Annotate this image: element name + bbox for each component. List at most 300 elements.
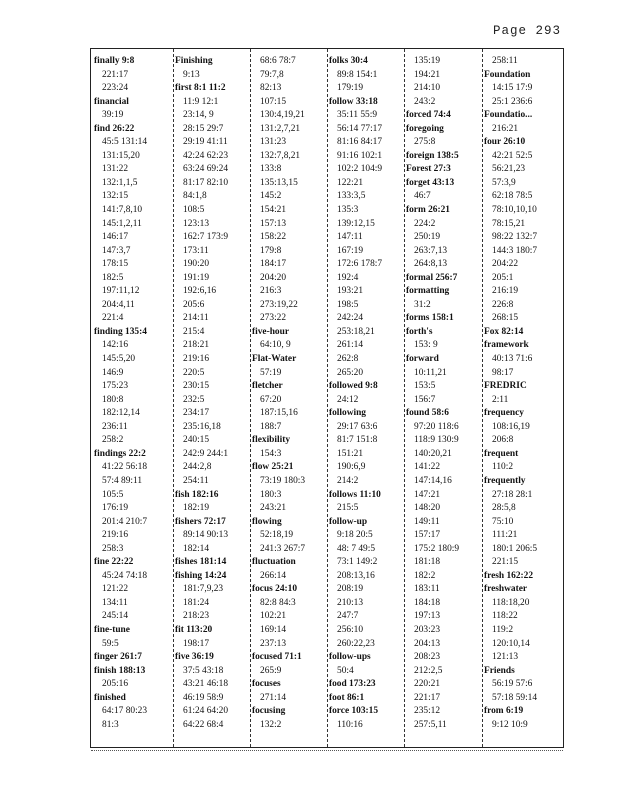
index-entry-reference: 256:10 xyxy=(337,624,364,635)
index-entry-term: freshwater xyxy=(484,584,528,595)
index-entry-term: fletcher xyxy=(252,381,283,392)
index-entry-reference: 130:4,19,21 xyxy=(260,110,305,121)
index-entry-reference: 257:5,11 xyxy=(414,719,447,730)
index-entry-term: follows 11:10 xyxy=(329,489,381,500)
index-entry-reference: 193:21 xyxy=(337,286,364,297)
index-entry-reference: 79:7,8 xyxy=(260,69,284,80)
index-entry-reference: 105:5 xyxy=(102,489,124,500)
index-entry-reference: 214:10 xyxy=(414,83,441,94)
index-entry-reference: 244:2,8 xyxy=(183,462,212,473)
index-entry-term: Foundation xyxy=(484,69,531,80)
index-entry-reference: 73:19 180:3 xyxy=(260,475,306,486)
index-entry-reference: 46:7 xyxy=(414,191,431,202)
index-entry-reference: 263:7,13 xyxy=(414,245,448,256)
index-entry-reference: 197:11,12 xyxy=(102,286,140,297)
index-entry-reference: 81:7 151:8 xyxy=(337,435,378,446)
index-entry-reference: 81:3 xyxy=(102,719,119,730)
index-entry-reference: 182:5 xyxy=(102,272,124,283)
index-entry-reference: 260:22,23 xyxy=(337,638,375,649)
index-entry-reference: 178:15 xyxy=(102,259,129,270)
index-entry-reference: 122:21 xyxy=(337,177,364,188)
index-entry-reference: 42:24 62:23 xyxy=(183,150,229,161)
index-entry-reference: 204:22 xyxy=(492,259,519,270)
index-entry-reference: 156:7 xyxy=(414,394,436,405)
index-entry-reference: 273:19,22 xyxy=(260,299,298,310)
index-entry-reference: 204:4,11 xyxy=(102,299,135,310)
index-entry-reference: 147:11 xyxy=(337,232,363,243)
index-entry-reference: 180:8 xyxy=(102,394,124,405)
index-entry-reference: 145:5,20 xyxy=(102,354,136,365)
index-entry-reference: 183:11 xyxy=(414,584,440,595)
index-entry-term: finding 135:4 xyxy=(94,326,147,337)
index-entry-reference: 221:17 xyxy=(102,69,129,80)
index-entry-reference: 208:19 xyxy=(337,584,364,595)
index-entry-term: forward xyxy=(406,354,439,365)
index-entry-reference: 235:12 xyxy=(414,706,441,717)
index-entry-reference: 218:21 xyxy=(183,340,210,351)
index-entry-reference: 132:1,1,5 xyxy=(102,177,138,188)
index-entry-reference: 175:23 xyxy=(102,381,129,392)
index-entry-reference: 167:19 xyxy=(337,245,364,256)
index-entry-reference: 97:20 118:6 xyxy=(414,421,459,432)
index-entry-reference: 145:2 xyxy=(260,191,282,202)
index-entry-reference: 230:15 xyxy=(183,381,210,392)
index-entry-reference: 118:9 130:9 xyxy=(414,435,459,446)
bottom-rule xyxy=(91,748,563,751)
index-entry-reference: 52:18,19 xyxy=(260,530,294,541)
index-entry-term: fishes 181:14 xyxy=(175,557,227,568)
index-entry-reference: 14:15 17:9 xyxy=(492,83,533,94)
index-entry-reference: 40:13 71:6 xyxy=(492,354,533,365)
index-entry-reference: 28:5,8 xyxy=(492,503,516,514)
index-entry-reference: 187:15,16 xyxy=(260,408,298,419)
index-entry-term: foot 86:1 xyxy=(329,692,365,703)
index-entry-reference: 64:17 80:23 xyxy=(102,706,148,717)
index-entry-term: form 26:21 xyxy=(406,205,450,216)
index-entry-reference: 111:21 xyxy=(492,530,518,541)
index-entry-reference: 258:11 xyxy=(492,56,518,66)
index-entry-reference: 179:19 xyxy=(337,83,364,94)
index-entry-reference: 243:21 xyxy=(260,503,287,514)
index-entry-term: flowing xyxy=(252,516,282,527)
index-entry-reference: 29:17 63:6 xyxy=(337,421,378,432)
index-entry-term: frequently xyxy=(484,475,526,486)
index-entry-reference: 110:2 xyxy=(492,462,514,473)
index-entry-reference: 9:13 xyxy=(183,69,200,80)
index-entry-reference: 50:4 xyxy=(337,665,354,676)
column-divider xyxy=(482,49,483,747)
index-entry-reference: 271:14 xyxy=(260,692,287,703)
index-entry-term: focus 24:10 xyxy=(252,584,298,595)
index-entry-term: focuses xyxy=(252,679,281,690)
index-entry-reference: 133:8 xyxy=(260,164,282,175)
index-entry-term: forced 74:4 xyxy=(406,110,451,121)
index-entry-reference: 220:5 xyxy=(183,367,205,378)
index-entry-reference: 242:9 244:1 xyxy=(183,448,229,459)
index-entry-reference: 56:21,23 xyxy=(492,164,526,175)
index-entry-reference: 11:9 12:1 xyxy=(183,96,219,107)
index-entry-reference: 59:5 xyxy=(102,638,119,649)
index-entry-term: following xyxy=(329,408,366,419)
index-entry-reference: 173:11 xyxy=(183,245,209,256)
index-entry-reference: 216:3 xyxy=(260,286,282,297)
index-entry-reference: 118:18,20 xyxy=(492,597,530,608)
column-divider xyxy=(327,49,328,747)
index-entry-term: follow-ups xyxy=(329,652,371,663)
index-entry-term: find 26:22 xyxy=(94,123,135,134)
index-entry-term: food 173:23 xyxy=(329,679,376,690)
index-entry-term: financial xyxy=(94,96,129,107)
index-entry-term: foreign 138:5 xyxy=(406,150,459,161)
index-entry-reference: 57:4 89:11 xyxy=(102,475,143,486)
index-entry-reference: 180:1 206:5 xyxy=(492,543,538,554)
index-entry-reference: 153:5 xyxy=(414,381,436,392)
index-entry-reference: 181:18 xyxy=(414,557,441,568)
index-entry-reference: 48: 7 49:5 xyxy=(337,543,376,554)
index-entry-term: flexibility xyxy=(252,435,291,446)
index-entry-reference: 198:5 xyxy=(337,299,359,310)
index-entry-reference: 240:15 xyxy=(183,435,210,446)
index-entry-term: Fox 82:14 xyxy=(484,326,524,337)
index-entry-term: folks 30:4 xyxy=(329,56,368,66)
index-entry-reference: 247:7 xyxy=(337,611,359,622)
index-entry-reference: 151:21 xyxy=(337,448,364,459)
index-entry-reference: 253:18,21 xyxy=(337,326,375,337)
index-entry-reference: 135:19 xyxy=(414,56,441,66)
index-entry-reference: 245:14 xyxy=(102,611,129,622)
index-entry-reference: 216:19 xyxy=(492,286,519,297)
index-entry-reference: 121:13 xyxy=(492,652,519,663)
index-entry-reference: 204:13 xyxy=(414,638,441,649)
index-entry-reference: 131:22 xyxy=(102,164,129,175)
index-entry-reference: 232:5 xyxy=(183,394,205,405)
index-entry-term: first 8:1 11:2 xyxy=(175,83,226,94)
index-entry-reference: 102:21 xyxy=(260,611,287,622)
index-entry-reference: 205:16 xyxy=(102,679,129,690)
index-entry-term: four 26:10 xyxy=(484,137,526,148)
index-entry-term: force 103:15 xyxy=(329,706,379,717)
index-entry-reference: 75:10 xyxy=(492,516,514,527)
index-entry-term: fine 22:22 xyxy=(94,557,134,568)
index-entry-reference: 132:15 xyxy=(102,191,129,202)
index-entry-reference: 265:9 xyxy=(260,665,282,676)
index-entry-term: Finishing xyxy=(175,56,213,66)
index-entry-reference: 132:2 xyxy=(260,719,282,730)
index-entry-reference: 107:15 xyxy=(260,96,287,107)
index-entry-reference: 78:10,10,10 xyxy=(492,205,537,216)
index-entry-reference: 219:16 xyxy=(102,530,129,541)
index-entry-reference: 212:2,5 xyxy=(414,665,443,676)
index-entry-reference: 153: 9 xyxy=(414,340,438,351)
index-entry-reference: 261:14 xyxy=(337,340,364,351)
index-entry-reference: 210:13 xyxy=(337,597,364,608)
index-entry-reference: 181:24 xyxy=(183,597,210,608)
index-column-1 xyxy=(94,55,173,732)
index-entry-reference: 42:21 52:5 xyxy=(492,150,533,161)
index-entry-term: frequent xyxy=(484,448,519,459)
index-entry-reference: 206:8 xyxy=(492,435,514,446)
index-entry-reference: 46:19 58:9 xyxy=(183,692,224,703)
index-entry-reference: 215:4 xyxy=(183,326,205,337)
index-entry-reference: 10:11,21 xyxy=(414,367,447,378)
index-entry-reference: 39:19 xyxy=(102,110,124,121)
index-entry-reference: 82:13 xyxy=(260,83,282,94)
index-entry-reference: 268:15 xyxy=(492,313,519,324)
index-entry-term: flow 25:21 xyxy=(252,462,294,473)
index-entry-reference: 110:16 xyxy=(337,719,363,730)
index-entry-term: Foundatio... xyxy=(484,110,533,121)
index-entry-reference: 45:5 131:14 xyxy=(102,137,148,148)
index-entry-reference: 108:5 xyxy=(183,205,205,216)
index-entry-reference: 24:12 xyxy=(337,394,359,405)
index-entry-reference: 205:1 xyxy=(492,272,514,283)
index-entry-reference: 221:15 xyxy=(492,557,519,568)
index-entry-reference: 264:8,13 xyxy=(414,259,448,270)
index-entry-reference: 192:6,16 xyxy=(183,286,217,297)
index-entry-term: finished xyxy=(94,692,126,703)
index-entry-reference: 134:11 xyxy=(102,597,128,608)
index-entry-reference: 241:3 267:7 xyxy=(260,543,306,554)
index-entry-reference: 258:2 xyxy=(102,435,124,446)
index-entry-reference: 181:7,9,23 xyxy=(183,584,224,595)
index-column-2 xyxy=(175,55,254,732)
index-entry-reference: 119:2 xyxy=(492,624,514,635)
index-entry-reference: 157:17 xyxy=(414,530,441,541)
index-entry-reference: 194:21 xyxy=(414,69,441,80)
index-entry-reference: 131:2,7,21 xyxy=(260,123,301,134)
index-entry-reference: 98:17 xyxy=(492,367,514,378)
index-entry-term: found 58:6 xyxy=(406,408,449,419)
index-entry-reference: 28:15 29:7 xyxy=(183,123,224,134)
index-entry-reference: 147:21 xyxy=(414,489,441,500)
index-entry-reference: 57:19 xyxy=(260,367,282,378)
index-entry-reference: 216:21 xyxy=(492,123,519,134)
index-entry-term: formal 256:7 xyxy=(406,272,458,283)
index-entry-reference: 25:1 236:6 xyxy=(492,96,533,107)
index-entry-reference: 147:3,7 xyxy=(102,245,131,256)
index-entry-reference: 45:24 74:18 xyxy=(102,570,148,581)
index-entry-reference: 214:2 xyxy=(337,475,359,486)
index-entry-reference: 172:6 178:7 xyxy=(337,259,383,270)
index-entry-reference: 221:4 xyxy=(102,313,124,324)
index-entry-reference: 176:19 xyxy=(102,503,129,514)
index-entry-reference: 37:5 43:18 xyxy=(183,665,224,676)
index-entry-reference: 67:20 xyxy=(260,394,282,405)
index-entry-reference: 131:23 xyxy=(260,137,287,148)
column-divider xyxy=(173,49,174,747)
index-entry-reference: 9:12 10:9 xyxy=(492,719,528,730)
index-entry-reference: 141:22 xyxy=(414,462,441,473)
index-entry-reference: 2:11 xyxy=(492,394,509,405)
index-entry-reference: 265:20 xyxy=(337,367,364,378)
index-entry-reference: 146:9 xyxy=(102,367,124,378)
index-entry-reference: 226:8 xyxy=(492,299,514,310)
index-entry-reference: 23:14, 9 xyxy=(183,110,214,121)
index-entry-reference: 121:22 xyxy=(102,584,129,595)
index-entry-term: five 36:19 xyxy=(175,652,214,663)
index-entry-term: five-hour xyxy=(252,326,289,337)
index-entry-reference: 56:14 77:17 xyxy=(337,123,383,134)
index-entry-reference: 84:1,8 xyxy=(183,191,207,202)
index-entry-reference: 203:23 xyxy=(414,624,441,635)
index-entry-reference: 29:19 41:11 xyxy=(183,137,228,148)
index-entry-term: Forest 27:3 xyxy=(406,164,451,175)
index-entry-reference: 98:22 132:7 xyxy=(492,232,538,243)
index-entry-reference: 43:21 46:18 xyxy=(183,679,229,690)
index-entry-reference: 142:16 xyxy=(102,340,129,351)
index-entry-reference: 81:17 82:10 xyxy=(183,177,229,188)
index-entry-reference: 258:3 xyxy=(102,543,124,554)
index-entry-reference: 154:21 xyxy=(260,205,287,216)
index-entry-reference: 81:16 84:17 xyxy=(337,137,383,148)
index-entry-reference: 236:11 xyxy=(102,421,128,432)
index-entry-reference: 61:24 64:20 xyxy=(183,706,229,717)
index-entry-reference: 158:22 xyxy=(260,232,287,243)
index-entry-reference: 182:19 xyxy=(183,503,210,514)
index-entry-reference: 198:17 xyxy=(183,638,210,649)
index-entry-reference: 9:18 20:5 xyxy=(337,530,373,541)
index-entry-reference: 31:2 xyxy=(414,299,431,310)
index-entry-reference: 123:13 xyxy=(183,218,210,229)
index-entry-reference: 135:3 xyxy=(337,205,359,216)
index-column-3 xyxy=(252,55,331,732)
index-entry-reference: 108:16,19 xyxy=(492,421,530,432)
index-entry-reference: 141:7,8,10 xyxy=(102,205,143,216)
index-entry-reference: 197:13 xyxy=(414,611,441,622)
index-entry-reference: 78:15,21 xyxy=(492,218,526,229)
index-entry-term: finally 9:8 xyxy=(94,56,135,66)
index-entry-reference: 154:3 xyxy=(260,448,282,459)
index-column-6 xyxy=(484,55,563,732)
index-entry-reference: 275:8 xyxy=(414,137,436,148)
index-entry-term: focused 71:1 xyxy=(252,652,302,663)
index-entry-reference: 56:19 57:6 xyxy=(492,679,533,690)
index-entry-term: fluctuation xyxy=(252,557,296,568)
index-entry-reference: 149:11 xyxy=(414,516,440,527)
index-entry-reference: 273:22 xyxy=(260,313,287,324)
index-entry-reference: 182:14 xyxy=(183,543,210,554)
index-entry-reference: 132:7,8,21 xyxy=(260,150,301,161)
column-divider xyxy=(404,49,405,747)
index-entry-reference: 224:2 xyxy=(414,218,436,229)
index-entry-reference: 62:18 78:5 xyxy=(492,191,533,202)
index-entry-reference: 139:12,15 xyxy=(337,218,375,229)
index-entry-reference: 221:17 xyxy=(414,692,441,703)
index-entry-reference: 242:24 xyxy=(337,313,364,324)
index-column-5 xyxy=(406,55,485,732)
index-entry-term: formatting xyxy=(406,286,450,297)
index-entry-reference: 140:20,21 xyxy=(414,448,452,459)
index-entry-reference: 262:8 xyxy=(337,354,359,365)
index-entry-term: fishers 72:17 xyxy=(175,516,226,527)
index-entry-reference: 208:23 xyxy=(414,652,441,663)
index-entry-term: framework xyxy=(484,340,529,351)
index-entry-reference: 214:11 xyxy=(183,313,209,324)
index-entry-term: Friends xyxy=(484,665,515,676)
index-entry-reference: 254:11 xyxy=(183,475,209,486)
index-entry-reference: 120:10,14 xyxy=(492,638,530,649)
index-entry-reference: 219:16 xyxy=(183,354,210,365)
index-entry-reference: 41:22 56:18 xyxy=(102,462,148,473)
index-entry-reference: 148:20 xyxy=(414,503,441,514)
index-column-4 xyxy=(329,55,408,732)
index-entry-term: forms 158:1 xyxy=(406,313,454,324)
index-entry-reference: 57:18 59:14 xyxy=(492,692,538,703)
index-entry-reference: 144:3 180:7 xyxy=(492,245,538,256)
index-entry-term: fit 113:20 xyxy=(175,624,213,635)
index-entry-reference: 205:6 xyxy=(183,299,205,310)
index-entry-term: from 6:19 xyxy=(484,706,524,717)
index-entry-term: followed 9:8 xyxy=(329,381,378,392)
index-entry-term: fresh 162:22 xyxy=(484,570,534,581)
index-entry-term: foregoing xyxy=(406,123,444,134)
index-entry-reference: 118:22 xyxy=(492,611,518,622)
index-entry-reference: 266:14 xyxy=(260,570,287,581)
index-entry-reference: 192:4 xyxy=(337,272,359,283)
index-entry-reference: 234:17 xyxy=(183,408,210,419)
index-entry-reference: 89:8 154:1 xyxy=(337,69,378,80)
index-entry-reference: 179:8 xyxy=(260,245,282,256)
index-entry-reference: 208:13,16 xyxy=(337,570,375,581)
index-entry-reference: 169:14 xyxy=(260,624,287,635)
index-entry-term: fine-tune xyxy=(94,624,130,635)
index-entry-reference: 91:16 102:1 xyxy=(337,150,383,161)
index-entry-term: findings 22:2 xyxy=(94,448,146,459)
index-entry-reference: 182:12,14 xyxy=(102,408,140,419)
index-entry-term: follow 33:18 xyxy=(329,96,378,107)
index-entry-reference: 223:24 xyxy=(102,83,129,94)
index-entry-reference: 180:3 xyxy=(260,489,282,500)
index-entry-reference: 218:23 xyxy=(183,611,210,622)
index-entry-term: Flat-Water xyxy=(252,354,297,365)
index-entry-reference: 250:19 xyxy=(414,232,441,243)
index-entry-term: frequency xyxy=(484,408,524,419)
index-entry-reference: 188:7 xyxy=(260,421,282,432)
index-entry-reference: 146:17 xyxy=(102,232,129,243)
index-entry-reference: 63:24 69:24 xyxy=(183,164,229,175)
index-entry-term: finish 188:13 xyxy=(94,665,146,676)
index-entry-term: fishing 14:24 xyxy=(175,570,227,581)
index-entry-reference: 133:3,5 xyxy=(337,191,366,202)
index-entry-term: FREDRIC xyxy=(484,381,527,392)
index-entry-reference: 57:3,9 xyxy=(492,177,516,188)
index-entry-reference: 64:22 68:4 xyxy=(183,719,224,730)
index-entry-reference: 89:14 90:13 xyxy=(183,530,229,541)
column-divider xyxy=(250,49,251,747)
index-entry-reference: 102:2 104:9 xyxy=(337,164,383,175)
index-entry-reference: 182:2 xyxy=(414,570,436,581)
index-entry-reference: 235:16,18 xyxy=(183,421,221,432)
index-entry-term: forget 43:13 xyxy=(406,177,455,188)
index-entry-reference: 175:2 180:9 xyxy=(414,543,460,554)
index-entry-reference: 204:20 xyxy=(260,272,287,283)
index-entry-reference: 184:17 xyxy=(260,259,287,270)
index-entry-reference: 64:10, 9 xyxy=(260,340,291,351)
index-entry-reference: 35:11 55:9 xyxy=(337,110,378,121)
index-entry-reference: 147:14,16 xyxy=(414,475,452,486)
index-entry-term: focusing xyxy=(252,706,286,717)
index-entry-reference: 27:18 28:1 xyxy=(492,489,533,500)
index-entry-reference: 68:6 78:7 xyxy=(260,56,296,66)
index-entry-reference: 201:4 210:7 xyxy=(102,516,148,527)
index-entry-reference: 220:21 xyxy=(414,679,441,690)
index-entry-term: fish 182:16 xyxy=(175,489,219,500)
index-entry-reference: 131:15,20 xyxy=(102,150,140,161)
index-entry-reference: 82:8 84:3 xyxy=(260,597,296,608)
index-entry-reference: 135:13,15 xyxy=(260,177,298,188)
index-entry-reference: 190:6,9 xyxy=(337,462,366,473)
index-entry-term: forth's xyxy=(406,326,433,337)
